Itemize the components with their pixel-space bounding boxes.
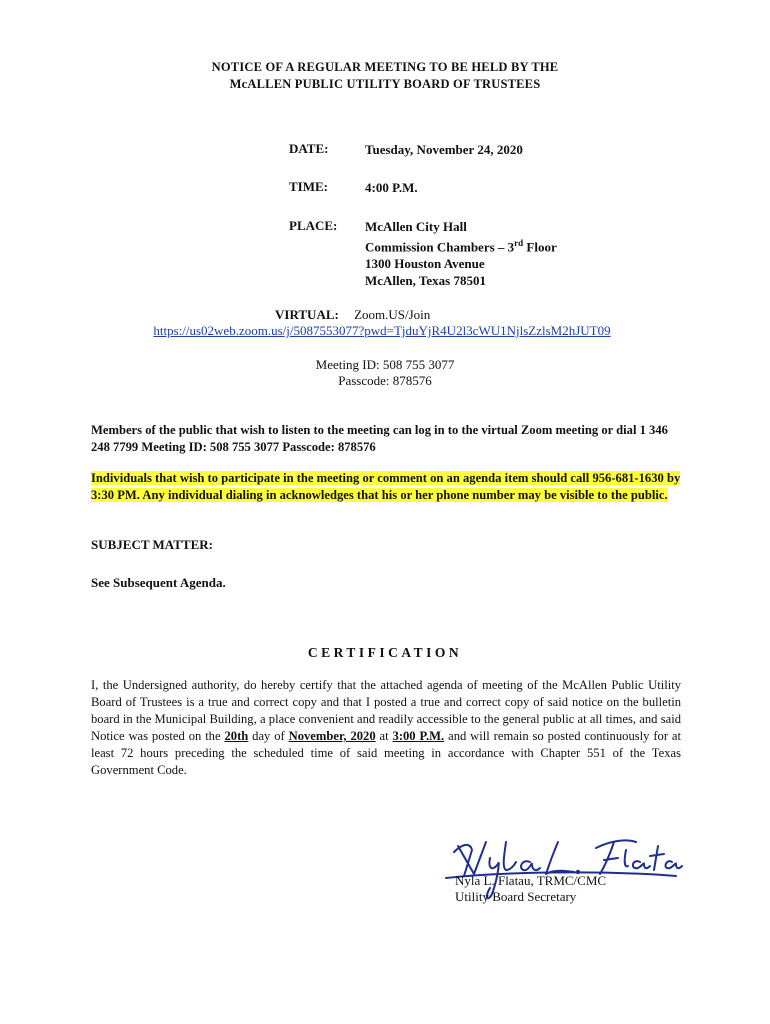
cert-text-part1: I, the Undersigned authority, do hereby certify that the attached agenda of meeting of the McAllen Public Utility Board of Trustees is a true and correct copy and that I posted a true and correct copy of said notice on the bulletin board in the Municipal Building, a place convenient and readily accessible to the general public at all times, and said Notice was posted on the bbox=[91, 678, 681, 743]
virtual-value: Zoom.US/Join bbox=[354, 307, 431, 322]
place-address bbox=[365, 218, 557, 289]
virtual-row bbox=[275, 307, 430, 323]
passcode: Passcode: 878576 bbox=[338, 373, 432, 388]
place-line2 bbox=[365, 235, 557, 255]
place-line2-main: Commission Chambers – 3 bbox=[365, 239, 515, 255]
cert-month-year: November, 2020 bbox=[288, 729, 376, 743]
place-line3: 1300 Houston Avenue bbox=[365, 256, 485, 272]
meeting-id: Meeting ID: 508 755 3077 bbox=[315, 357, 455, 372]
place-line4: McAllen, Texas 78501 bbox=[365, 273, 486, 289]
cert-time: 3:00 P.M. bbox=[392, 729, 445, 743]
subject-text: See Subsequent Agenda. bbox=[91, 575, 226, 590]
cert-text-part4: and will remain so posted continuously for at least 72 hours preceding the scheduled time of said meeting in accordance with Chapter 551 of the Texas Government Code. bbox=[91, 729, 681, 777]
zoom-link[interactable]: https://us02web.zoom.us/j/5087553077?pwd=TjduYjR4U2l3cWU1NjlsZzlsM2hJUT09 bbox=[153, 323, 611, 338]
virtual-label: VIRTUAL: bbox=[275, 307, 339, 322]
certification-title: CERTIFICATION bbox=[307, 645, 463, 660]
signatory-name: Nyla L. Flatau, TRMC/CMC bbox=[455, 873, 607, 888]
notice-title-line2: McALLEN PUBLIC UTILITY BOARD OF TRUSTEES bbox=[229, 77, 541, 91]
date-value: Tuesday, November 24, 2020 bbox=[365, 142, 523, 157]
certification-text bbox=[91, 677, 681, 779]
zoom-link-row bbox=[0, 323, 767, 339]
participation-note-highlight: Individuals that wish to participate in the meeting or comment on an agenda item should call 956-681-1630 by 3:30 PM. Any individual dialing in acknowledges that his or her phone number may be visible to the public. bbox=[91, 471, 681, 502]
place-line2-sup: rd bbox=[514, 238, 524, 248]
time-label: TIME: bbox=[289, 179, 328, 194]
notice-title-line1: NOTICE OF A REGULAR MEETING TO BE HELD BY THE bbox=[211, 60, 559, 74]
cert-day: 20th bbox=[224, 729, 249, 743]
date-label: DATE: bbox=[289, 141, 329, 156]
place-line1: McAllen City Hall bbox=[365, 219, 467, 234]
signatory-role: Utility Board Secretary bbox=[455, 889, 577, 904]
participation-note bbox=[91, 470, 681, 504]
subject-heading: SUBJECT MATTER: bbox=[91, 537, 213, 552]
place-label: PLACE: bbox=[289, 218, 338, 233]
public-note: Members of the public that wish to listen to the meeting can log in to the virtual Zoom meeting or dial 1 346 248 7799 Meeting ID: 508 755 3077 Passcode: 878576 bbox=[91, 423, 668, 454]
place-line2-floor: Floor bbox=[523, 239, 557, 255]
time-value: 4:00 P.M. bbox=[365, 180, 418, 195]
cert-text-part2: day of bbox=[248, 729, 289, 743]
cert-text-part3: at bbox=[375, 729, 393, 743]
